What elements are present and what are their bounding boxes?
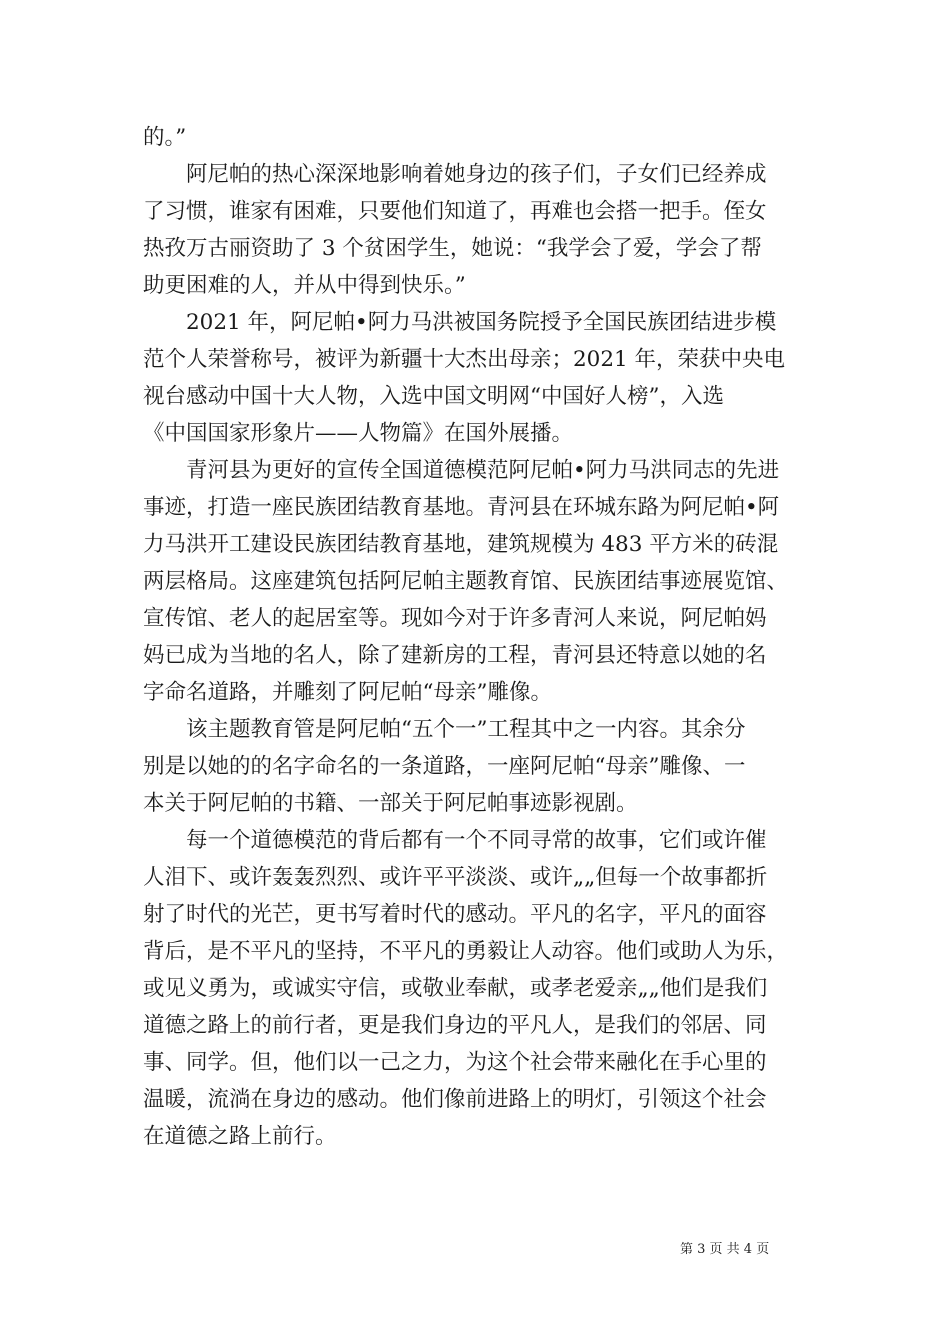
text-line: 人泪下、或许轰轰烈烈、或许平平淡淡、或许„„但每一个故事都折 (143, 865, 768, 890)
text-line: 助更困难的人，并从中得到快乐。” (143, 273, 466, 298)
text-line: 了习惯，谁家有困难，只要他们知道了，再难也会搭一把手。侄女 (143, 199, 767, 224)
text-line: 道德之路上的前行者，更是我们身边的平凡人，是我们的邻居、同 (143, 1013, 767, 1038)
text-line: 该主题教育管是阿尼帕“五个一”工程其中之一内容。其余分 (186, 717, 746, 742)
text-line: 两层格局。这座建筑包括阿尼帕主题教育馆、民族团结事迹展览馆、 (143, 569, 789, 594)
text-line: 本关于阿尼帕的书籍、一部关于阿尼帕事迹影视剧。 (143, 791, 638, 816)
text-line: 《中国国家形象片——人物篇》在国外展播。 (143, 421, 574, 446)
page-number-footer: 第 3 页 共 4 页 (680, 1242, 770, 1257)
text-line: 背后，是不平凡的坚持，不平凡的勇毅让人动容。他们或助人为乐， (143, 939, 789, 964)
text-line: 妈已成为当地的名人，除了建新房的工程，青河县还特意以她的名 (143, 643, 767, 668)
text-line: 热孜万古丽资助了 3 个贫困学生，她说：“我学会了爱，学会了帮 (143, 236, 762, 261)
text-line: 或见义勇为，或诚实守信，或敬业奉献，或孝老爱亲„„他们是我们 (143, 976, 768, 1001)
text-line: 温暖，流淌在身边的感动。他们像前进路上的明灯，引领这个社会 (143, 1087, 767, 1112)
text-line: 射了时代的光芒，更书写着时代的感动。平凡的名字，平凡的面容 (143, 902, 767, 927)
text-line: 每一个道德模范的背后都有一个不同寻常的故事，它们或许催 (186, 828, 767, 853)
text-line: 力马洪开工建设民族团结教育基地，建筑规模为 483 平方米的砖混 (143, 532, 779, 557)
text-line: 别是以她的的名字命名的一条道路，一座阿尼帕“母亲”雕像、一 (143, 754, 746, 779)
text-line: 字命名道路，并雕刻了阿尼帕“母亲”雕像。 (143, 680, 552, 705)
text-line: 在道德之路上前行。 (143, 1124, 337, 1149)
text-line: 事迹，打造一座民族团结教育基地。青河县在环城东路为阿尼帕•阿 (143, 495, 780, 520)
text-line: 2021 年，阿尼帕•阿力马洪被国务院授予全国民族团结进步模 (186, 310, 777, 335)
text-line: 视台感动中国十大人物，入选中国文明网“中国好人榜”，入选 (143, 384, 724, 409)
text-line: 的。” (143, 125, 187, 150)
text-line: 范个人荣誉称号，被评为新疆十大杰出母亲；2021 年，荣获中央电 (143, 347, 786, 372)
text-line: 事、同学。但，他们以一己之力，为这个社会带来融化在手心里的 (143, 1050, 767, 1075)
text-line: 宣传馆、老人的起居室等。现如今对于许多青河人来说，阿尼帕妈 (143, 606, 767, 631)
text-line: 青河县为更好的宣传全国道德模范阿尼帕•阿力马洪同志的先进 (186, 458, 780, 483)
text-line: 阿尼帕的热心深深地影响着她身边的孩子们，子女们已经养成 (186, 162, 767, 187)
